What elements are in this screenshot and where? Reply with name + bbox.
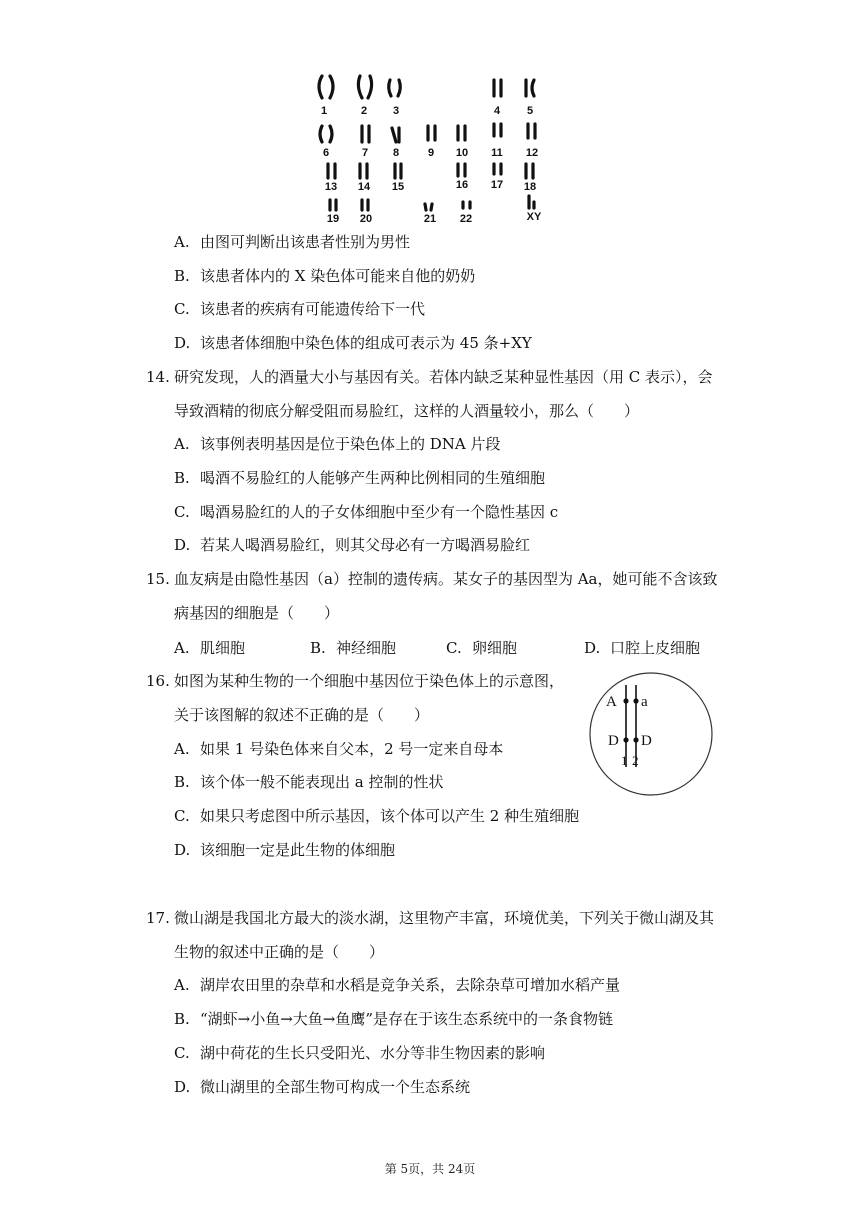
karyotype-label: 8 [392,147,400,159]
karyotype-label: 18 [523,181,537,193]
karyotype-label: 1 [320,105,328,117]
karyotype-label: 21 [423,213,437,225]
q16-option-b: B. 该个体一般不能表现出 a 控制的性状 [174,773,444,791]
q17-number: 17. [146,909,170,927]
q13-option-a: A. 由图可判断出该患者性别为男性 [174,233,411,251]
karyotype-label: 7 [361,147,369,159]
q16-stem-line1: 如图为某种生物的一个细胞中基因位于染色体上的示意图， [174,672,565,690]
gene-label-D2: D [641,733,652,749]
karyotype-label: 9 [427,147,435,159]
karyotype-label: 17 [490,179,504,191]
q14-option-a: A. 该事例表明基因是位于染色体上的 DNA 片段 [174,435,501,453]
q15-number: 15. [146,570,170,588]
q16-stem-line2: 关于该图解的叙述不正确的是（ ） [174,706,430,724]
karyotype-label: 4 [493,105,501,117]
gene-locus-dot [633,737,638,742]
q16-option-d: D. 该细胞一定是此生物的体细胞 [174,841,396,859]
karyotype-label: 5 [526,105,534,117]
karyotype-label: 10 [455,147,469,159]
q15-option-d: D. 口腔上皮细胞 [584,639,701,657]
karyotype-label: 20 [359,213,373,225]
cell-chromosome-figure [588,671,714,797]
karyotype-label: 16 [455,179,469,191]
q16-option-a: A. 如果 1 号染色体来自父本，2 号一定来自母本 [174,740,504,758]
q13-option-c: C. 该患者的疾病有可能遗传给下一代 [174,300,426,318]
q14-option-c: C. 喝酒易脸红的人的子女体细胞中至少有一个隐性基因 c [174,503,559,521]
q15-options-row [174,637,734,657]
q17-option-b: B. “湖虾→小鱼→大鱼→鱼鹰”是存在于该生态系统中的一条食物链 [174,1010,614,1028]
karyotype-label: 6 [322,147,330,159]
gene-locus-dot [633,698,638,703]
karyotype-label: 13 [324,181,338,193]
q17-option-c: C. 湖中荷花的生长只受阳光、水分等非生物因素的影响 [174,1044,546,1062]
q15-option-c: C. 卵细胞 [446,639,518,657]
chromosome-label-1: 1 [621,753,628,768]
karyotype-label: 15 [391,181,405,193]
gene-label-a: a [641,694,648,710]
karyotype-label: 14 [357,181,371,193]
q17-option-d: D. 微山湖里的全部生物可构成一个生态系统 [174,1078,471,1096]
q16-number: 16. [146,672,170,690]
q13-option-d: D. 该患者体细胞中染色体的组成可表示为 45 条+XY [174,334,532,352]
karyotype-figure [300,66,560,226]
q15-option-a: A. 肌细胞 [174,639,246,657]
q17-stem-line2: 生物的叙述中正确的是（ ） [174,943,385,961]
gene-label-A: A [606,694,617,710]
chromosome-label-2: 2 [632,753,639,768]
karyotype-label: XY [526,211,542,223]
q15-stem-line1: 血友病是由隐性基因（a）控制的遗传病。某女子的基因型为 Aa，她可能不含该致 [174,570,718,588]
q14-stem-line1: 研究发现，人的酒量大小与基因有关。若体内缺乏某种显性基因（用 C 表示），会 [174,368,713,386]
karyotype-label: 2 [360,105,368,117]
karyotype-label: 3 [392,105,400,117]
q17-stem-line1: 微山湖是我国北方最大的淡水湖，这里物产丰富，环境优美，下列关于微山湖及其 [174,909,715,927]
q14-number: 14. [146,368,170,386]
q14-option-d: D. 若某人喝酒易脸红，则其父母必有一方喝酒易脸红 [174,536,531,554]
karyotype-label: 22 [459,213,473,225]
q17-option-a: A. 湖岸农田里的杂草和水稻是竞争关系，去除杂草可增加水稻产量 [174,976,621,994]
gene-label-D1: D [608,733,619,749]
karyotype-label: 19 [326,213,340,225]
q15-option-b: B. 神经细胞 [310,639,397,657]
q15-stem-line2: 病基因的细胞是（ ） [174,604,340,622]
q13-option-b: B. 该患者体内的 X 染色体可能来自他的奶奶 [174,267,476,285]
q14-stem-line2: 导致酒精的彻底分解受阻而易脸红，这样的人酒量较小，那么（ ） [174,402,640,420]
gene-locus-dot [623,737,628,742]
q14-option-b: B. 喝酒不易脸红的人能够产生两种比例相同的生殖细胞 [174,469,546,487]
q16-option-c: C. 如果只考虑图中所示基因，该个体可以产生 2 种生殖细胞 [174,807,580,825]
karyotype-label: 11 [491,147,503,159]
page-footer: 第 5页，共 24页 [384,1162,476,1176]
karyotype-label: 12 [525,147,539,159]
gene-locus-dot [623,698,628,703]
